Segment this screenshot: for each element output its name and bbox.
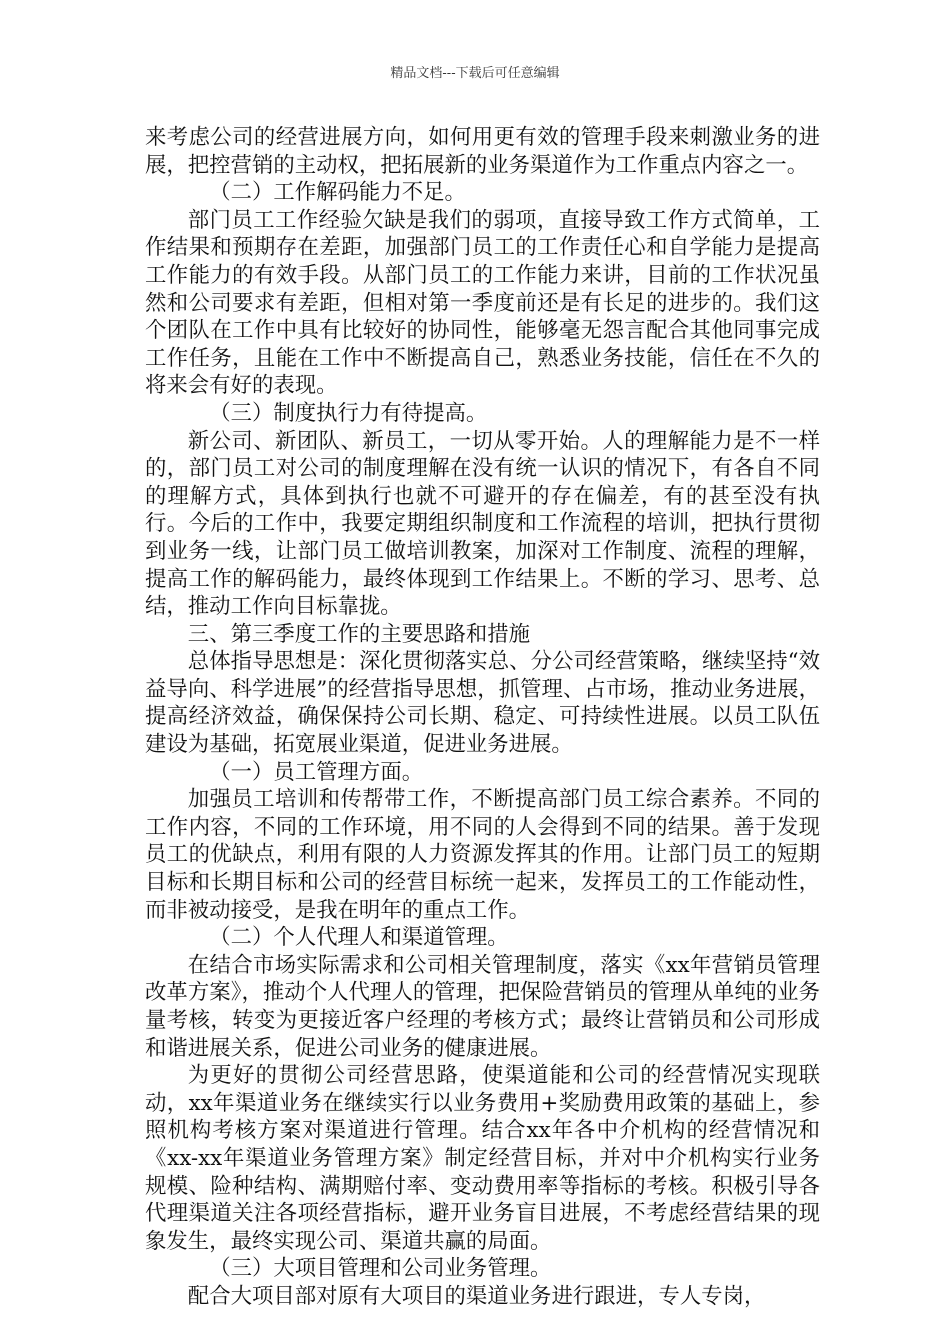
- section-heading: （二）工作解码能力不足。: [209, 180, 466, 206]
- paragraph: 总体指导思想是：深化贯彻落实总、分公司经营策略，继续坚持“效益导向、科学进展”的经营指导思想，抓管理、占市场，推动业务进展，提高经济效益，确保保持公司长期、稳定、可持续性进展。以员工队伍建设为基础，拓宽展业渠道，促进业务进展。: [145, 649, 820, 758]
- section-heading: （三）大项目管理和公司业务管理。: [209, 1256, 552, 1282]
- paragraph: 新公司、新团队、新员工，一切从零开始。人的理解能力是不一样的，部门员工对公司的制度理解在没有统一认识的情况下，有各自不同的理解方式，具体到执行也就不可避开的存在偏差，有的甚至没有执行。今后的工作中，我要定期组织制度和工作流程的培训，把执行贯彻到业务一线，让部门员工做培训教案，加深对工作制度、流程的理解，提高工作的解码能力，最终体现到工作结果上。不断的学习、思考、总结，推动工作向目标靠拢。: [145, 428, 820, 620]
- paragraph: 来考虑公司的经营进展方向，如何用更有效的管理手段来刺激业务的进展，把控营销的主动权，把拓展新的业务渠道作为工作重点内容之一。: [145, 125, 820, 178]
- section-heading: 三、第三季度工作的主要思路和措施: [187, 621, 531, 647]
- document-body: [145, 124, 820, 1311]
- section-heading: （二）个人代理人和渠道管理。: [209, 925, 509, 951]
- page-header: 精品文档---下载后可任意编辑: [390, 66, 560, 81]
- paragraph: 加强员工培训和传帮带工作，不断提高部门员工综合素养。不同的工作内容，不同的工作环境，用不同的人会得到不同的结果。善于发现员工的优缺点，利用有限的人力资源发挥其的作用。让部门员工的短期目标和长期目标和公司的经营目标统一起来，发挥员工的工作能动性，而非被动接受，是我在明年的重点工作。: [145, 787, 820, 923]
- paragraph: 为更好的贯彻公司经营思路，使渠道能和公司的经营情况实现联动，xx年渠道业务在继续实行以业务费用+奖励费用政策的基础上，参照机构考核方案对渠道进行管理。结合xx年各中介机构的经营情况和《xx-xx年渠道业务管理方案》制定经营目标，并对中介机构实行业务规模、险种结构、满期赔付率、变动费用率等指标的考核。积极引导各代理渠道关注各项经营指标，避开业务盲目进展，不考虑经营结果的现象发生，最终实现公司、渠道共赢的局面。: [145, 1063, 820, 1254]
- paragraph: 配合大项目部对原有大项目的渠道业务进行跟进，专人专岗，: [187, 1283, 766, 1309]
- section-heading: （三）制度执行力有待提高。: [209, 400, 488, 426]
- paragraph: 在结合市场实际需求和公司相关管理制度，落实《xx年营销员管理改革方案》，推动个人代理人的管理，把保险营销员的管理从单纯的业务量考核，转变为更接近客户经理的考核方式；最终让营销员和公司形成和谐进展关系，促进公司业务的健康进展。: [145, 952, 820, 1061]
- section-heading: （一）员工管理方面。: [209, 759, 424, 785]
- paragraph: 部门员工工作经验欠缺是我们的弱项，直接导致工作方式简单，工作结果和预期存在差距，加强部门员工的工作责任心和自学能力是提高工作能力的有效手段。从部门员工的工作能力来讲，目前的工作状况虽然和公司要求有差距，但相对第一季度前还是有长足的进步的。我们这个团队在工作中具有比较好的协同性，能够毫无怨言配合其他同事完成工作任务，且能在工作中不断提高自己，熟悉业务技能，信任在不久的将来会有好的表现。: [145, 207, 820, 399]
